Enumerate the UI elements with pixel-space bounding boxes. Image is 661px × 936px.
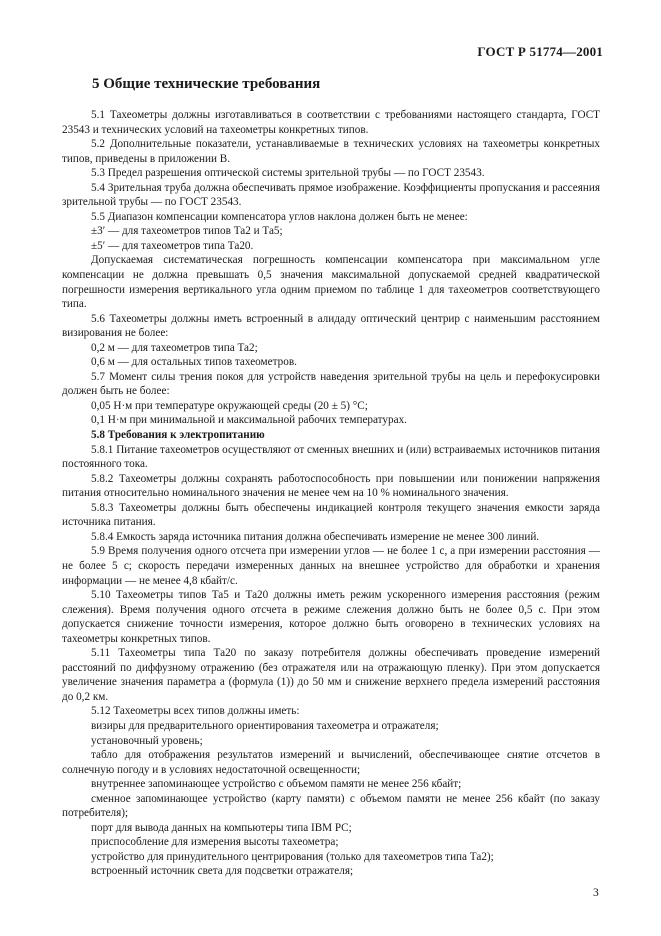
paragraph-5-8-4: 5.8.4 Емкость заряда источника питания должна обеспечивать измерение не менее 300 линий. xyxy=(91,530,540,543)
list-item: 0,1 Н·м при минимальной и максимальной рабочих температурах. xyxy=(91,414,407,427)
list-item: внутреннее запоминающее устройство с объемом памяти не менее 256 кбайт; xyxy=(91,778,462,791)
list-item: приспособление для измерения высоты тахеометра; xyxy=(91,836,339,849)
list-item: 0,05 Н·м при температуре окружающей среды (20 ± 5) °С; xyxy=(91,399,368,412)
paragraph-5-8-2: 5.8.2 Тахеометры должны сохранять работоспособность при повышении или понижении напряжения питания относительно номинального значения не менее чем на 10 % номинального значения. xyxy=(62,472,600,500)
paragraph-5-8-1: 5.8.1 Питание тахеометров осуществляют от сменных внешних и (или) встраиваемых источников питания постоянного тока. xyxy=(62,443,600,471)
paragraph-5-1: 5.1 Тахеометры должны изготавливаться в соответствии с требованиями настоящего стандарта, ГОСТ 23543 и технических условий на тахеометры конкретных типов. xyxy=(62,109,600,136)
paragraph-5-5: 5.5 Диапазон компенсации компенсатора углов наклона должен быть не менее: xyxy=(91,210,468,223)
paragraph-5-12: 5.12 Тахеометры всех типов должны иметь: xyxy=(91,705,300,718)
list-item: порт для вывода данных на компьютеры типа IBM PC; xyxy=(91,821,352,834)
list-item: ±5′ — для тахеометров типа Та20. xyxy=(91,239,254,252)
paragraph-5-6: 5.6 Тахеометры должны иметь встроенный в алидаду оптический центрир с наименьшим расстоянием визирования не более: xyxy=(62,312,600,340)
list-item: 0,2 м — для тахеометров типа Та2; xyxy=(91,341,258,354)
paragraph-5-2: 5.2 Дополнительные показатели, устанавливаемые в технических условиях на тахеометры конкретных типов, приведены в приложении В. xyxy=(62,138,600,165)
list-item: встроенный источник света для подсветки отражателя; xyxy=(91,865,354,878)
list-item: визиры для предварительного ориентирования тахеометра и отражателя; xyxy=(91,719,439,732)
paragraph-text: Допускаемая систематическая погрешность компенсации компенсатора при максимальном угле компенсации не должна превышать 0,5 значения максимальной допускаемой средней квадратической погрешности измерения вертикального угла одним приемом по таблице 1 для тахеометров соответствующего типа. xyxy=(62,254,600,311)
page-number: 3 xyxy=(593,887,599,899)
document-header: ГОСТ Р 51774—2001 xyxy=(477,44,603,59)
list-item: установочный уровень; xyxy=(91,734,203,747)
paragraph-5-4: 5.4 Зрительная труба должна обеспечивать прямое изображение. Коэффициенты пропускания и рассеяния зрительной трубы — по ГОСТ 23543. xyxy=(62,181,600,209)
document-body xyxy=(62,108,600,879)
paragraph-5-8-3: 5.8.3 Тахеометры должны быть обеспечены индикацией контроля текущего значения емкости заряда источника питания. xyxy=(62,501,600,529)
list-item: сменное запоминающее устройство (карту памяти) с объемом памяти не менее 256 кбайт (по заказу потребителя); xyxy=(62,792,600,820)
paragraph-5-11: 5.11 Тахеометры типа Та20 по заказу потребителя должны обеспечивать проведение измерений расстояний по диффузному отражению (без отражателя или на отражающую пленку). При этом допускается увеличение значения параметра a (формула (1)) до 50 мм и снижение верхнего предела измерений расстояния до 0,2 км. xyxy=(62,647,600,703)
subsection-heading-5-8: 5.8 Требования к электропитанию xyxy=(91,429,265,442)
list-item: табло для отображения результатов измерений и вычислений, обеспечивающее снятие отсчетов в солнечную погоду и в условиях недостаточной освещенности; xyxy=(62,749,600,776)
list-item: устройство для принудительного центрирования (только для тахеометров типа Та2); xyxy=(91,850,494,863)
section-title: 5 Общие технические требования xyxy=(92,76,321,92)
paragraph-5-3: 5.3 Предел разрешения оптической системы зрительной трубы — по ГОСТ 23543. xyxy=(91,167,485,180)
paragraph-5-9: 5.9 Время получения одного отсчета при измерении углов — не более 1 с, а при измерении расстояния — не более 5 с; скорость передачи измеренных данных на внешнее устройство для обработки и хранения информации — не менее 4,8 кбайт/с. xyxy=(62,545,600,587)
paragraph-5-10: 5.10 Тахеометры типов Та5 и Та20 должны иметь режим ускоренного измерения расстояния (режим слежения). Время получения одного отсчета в режиме слежения должно быть не более 0,5 с. При этом допускается снижение точности измерения, которое должно быть оговорено в технических условиях на тахеометры конкретных типов. xyxy=(62,589,600,645)
paragraph-5-7: 5.7 Момент силы трения покоя для устройств наведения зрительной трубы на цель и перефокусировки должен быть не более: xyxy=(62,370,600,398)
list-item: ±3′ — для тахеометров типов Та2 и Та5; xyxy=(91,225,283,238)
list-item: 0,6 м — для остальных типов тахеометров. xyxy=(91,356,297,369)
